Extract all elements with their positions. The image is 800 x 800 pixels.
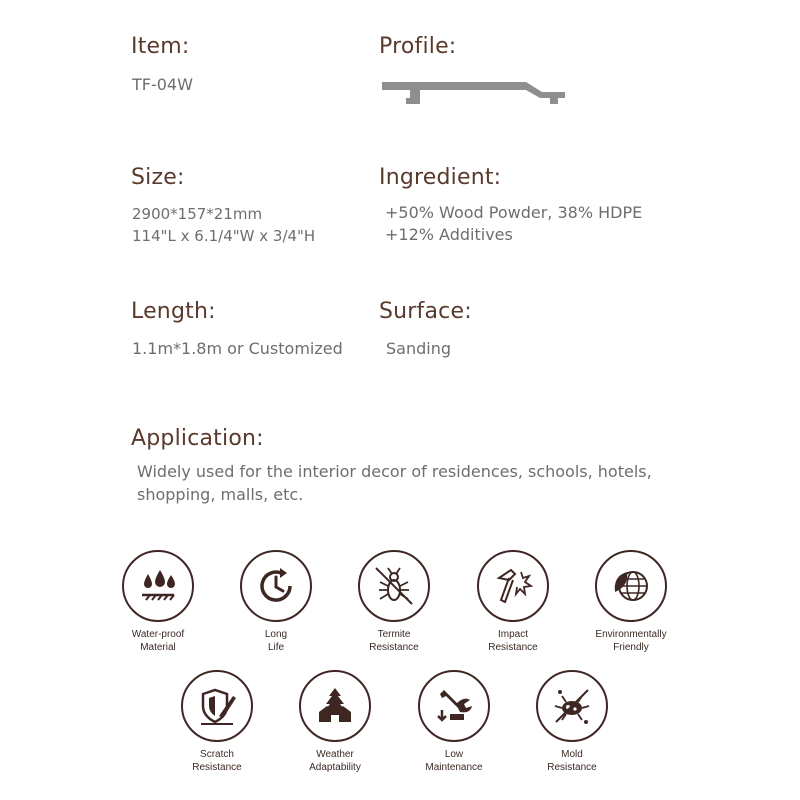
- ingredient-line2: +12% Additives: [385, 225, 513, 244]
- feature-line1: Scratch: [200, 749, 234, 760]
- feature-line2: Friendly: [613, 642, 649, 653]
- surface-value: Sanding: [386, 339, 451, 358]
- feature-line2: Maintenance: [425, 762, 483, 773]
- feature-mold: [512, 670, 632, 774]
- size-label: Size:: [131, 165, 185, 190]
- feature-line2: Resistance: [488, 642, 538, 653]
- feature-scratch: [157, 670, 277, 774]
- feature-line2: Resistance: [547, 762, 597, 773]
- feature-long-life: [216, 550, 336, 654]
- application-line1: Widely used for the interior decor of residences, schools, hotels,: [137, 462, 652, 481]
- item-label: Item:: [131, 34, 190, 59]
- feature-line1: Termite: [377, 629, 411, 640]
- feature-weather: [275, 670, 395, 774]
- feature-line1: Environmentally: [595, 629, 667, 640]
- length-label: Length:: [131, 299, 216, 324]
- size-imperial: 114"L x 6.1/4"W x 3/4"H: [132, 227, 316, 245]
- feature-line2: Life: [267, 642, 285, 653]
- length-value: 1.1m*1.8m or Customized: [132, 339, 343, 358]
- feature-termite: [334, 550, 454, 654]
- feature-maintenance: [394, 670, 514, 774]
- feature-impact: [453, 550, 573, 654]
- feature-line1: Low: [444, 749, 464, 760]
- shield-knife-icon: [181, 670, 253, 742]
- size-metric: 2900*157*21mm: [132, 205, 263, 223]
- feature-line2: Material: [140, 642, 176, 653]
- clock-icon: [240, 550, 312, 622]
- surface-label: Surface:: [379, 299, 472, 324]
- profile-label: Profile:: [379, 34, 457, 59]
- feature-waterproof: [98, 550, 218, 654]
- feature-line2: Adaptability: [309, 762, 361, 773]
- globe-leaf-icon: [595, 550, 667, 622]
- application-line2: shopping, malls, etc.: [137, 485, 304, 504]
- feature-eco: [571, 550, 691, 654]
- ingredient-label: Ingredient:: [379, 165, 502, 190]
- mold-icon: [536, 670, 608, 742]
- ingredient-line1: +50% Wood Powder, 38% HDPE: [385, 203, 643, 222]
- board-profile-icon: [380, 78, 570, 110]
- item-value: TF-04W: [132, 75, 193, 94]
- feature-line1: Mold: [561, 749, 583, 760]
- feature-line1: Long: [264, 629, 288, 640]
- wrench-hand-icon: [418, 670, 490, 742]
- termite-icon: [358, 550, 430, 622]
- feature-line2: Resistance: [192, 762, 242, 773]
- feature-line1: Weather: [316, 749, 354, 760]
- feature-line2: Resistance: [369, 642, 419, 653]
- house-tree-icon: [299, 670, 371, 742]
- feature-line1: Water-proof: [131, 629, 185, 640]
- feature-line1: Impact: [497, 629, 528, 640]
- hammer-icon: [477, 550, 549, 622]
- application-label: Application:: [131, 426, 264, 451]
- water-drops-icon: [122, 550, 194, 622]
